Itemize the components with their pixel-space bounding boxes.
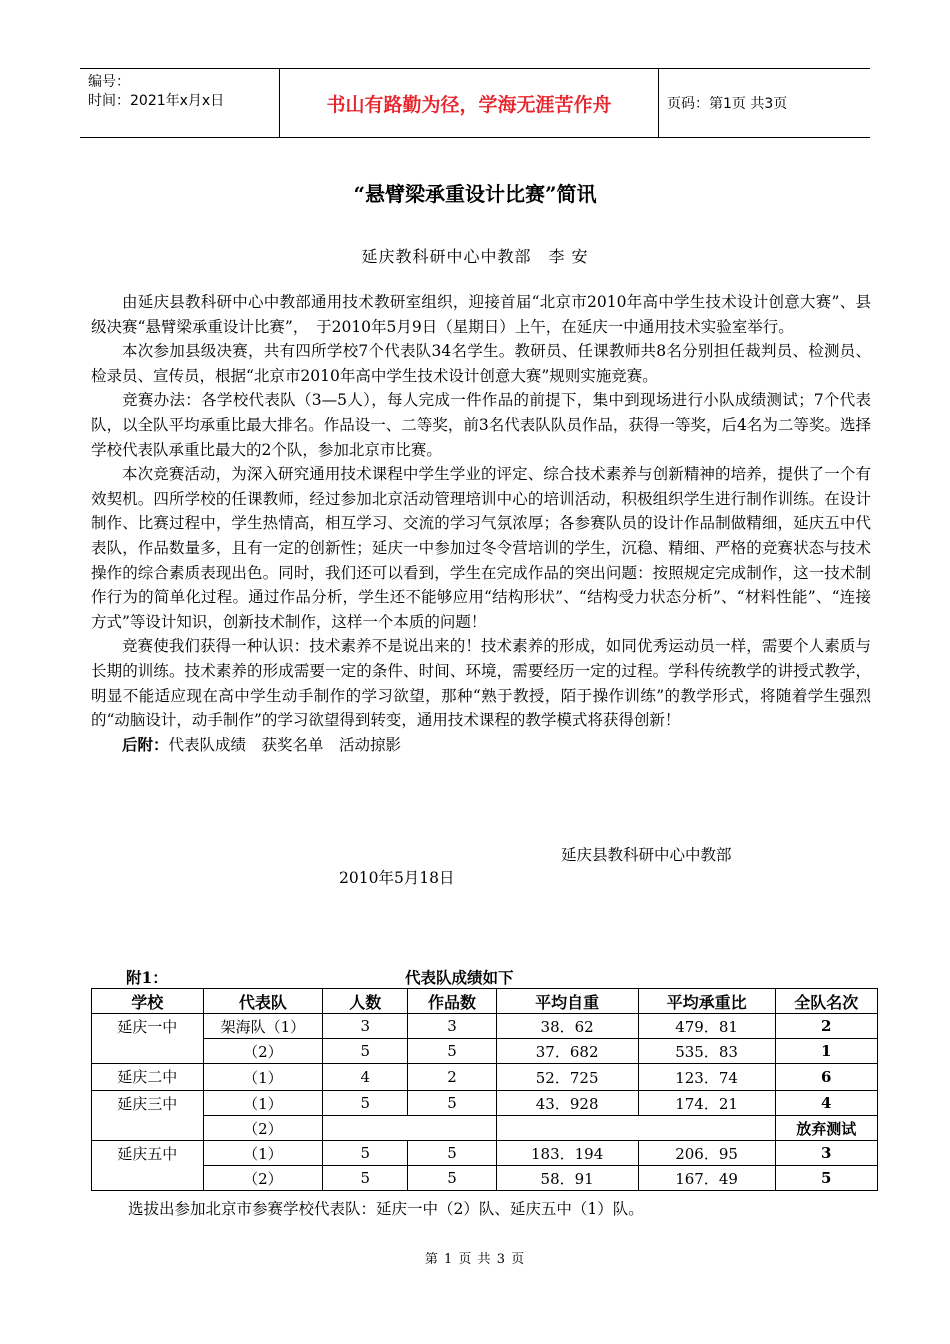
- team-cell: （2）: [203, 1116, 323, 1141]
- rank-cell: 4: [775, 1091, 877, 1116]
- document-author: 延庆教科研中心中教部 李 安: [361, 247, 589, 266]
- team-cell: （1）: [203, 1064, 323, 1091]
- people-cell: 5: [323, 1166, 408, 1191]
- weight-cell: [496, 1116, 775, 1141]
- weight-cell: 58．91: [496, 1166, 638, 1191]
- header-cell: 学校: [92, 989, 204, 1014]
- paragraph: 本次参加县级决赛，共有四所学校7个代表队34名学生。教研员、任课教师共8名分别担任裁判员、检测员、检录员、宣传员，根据“北京市2010年高中学生技术设计创意大赛”规则实施竞赛。: [91, 342, 871, 385]
- school-cell: 延庆五中: [92, 1141, 204, 1191]
- team-cell: （1）: [203, 1091, 323, 1116]
- school-cell: 延庆二中: [92, 1064, 204, 1091]
- team-cell: 架海队（1）: [203, 1014, 323, 1039]
- ratio-cell: 174．21: [638, 1091, 775, 1116]
- header-bar: [80, 68, 870, 138]
- selection-note: 选拔出参加北京市参赛学校代表队：延庆一中（2）队、延庆五中（1）队。: [128, 1200, 644, 1218]
- people-cell: 5: [323, 1141, 408, 1166]
- works-cell: 5: [408, 1166, 496, 1191]
- time-label: 时间：2021年x月x日: [88, 93, 225, 109]
- people-cell: [323, 1116, 496, 1141]
- rank-cell: 6: [775, 1064, 877, 1091]
- works-cell: 2: [408, 1064, 496, 1091]
- rank-cell: 1: [775, 1039, 877, 1064]
- signature-org: 延庆县教科研中心中教部: [561, 846, 732, 864]
- paragraph: 竞赛办法：各学校代表队（3—5人），每人完成一件作品的前提下，集中到现场进行小队成绩测试；7个代表队，以全队平均承重比最大排名。作品设一、二等奖，前3名代表队队员作品，获得一等奖，后4名为二等奖。选择学校代表队承重比最大的2个队，参加北京市比赛。: [91, 391, 871, 459]
- table-row: [92, 1014, 878, 1039]
- weight-cell: 52．725: [496, 1064, 638, 1091]
- rank-cell: 放弃测试: [775, 1116, 877, 1141]
- table-row: [92, 1091, 878, 1116]
- ratio-cell: 206．95: [638, 1141, 775, 1166]
- people-cell: 5: [323, 1039, 408, 1064]
- signature-date: 2010年5月18日: [339, 869, 455, 887]
- rank-cell: 2: [775, 1014, 877, 1039]
- ratio-cell: 167．49: [638, 1166, 775, 1191]
- rank-cell: 5: [775, 1166, 877, 1191]
- people-cell: 3: [323, 1014, 408, 1039]
- team-cell: （1）: [203, 1141, 323, 1166]
- team-cell: （2）: [203, 1166, 323, 1191]
- rank-cell: 3: [775, 1141, 877, 1166]
- table-header-row: [92, 989, 878, 1014]
- header-page-info: 页码：第1页 共3页: [667, 96, 788, 112]
- paragraph: 由延庆县教科研中心中教部通用技术教研室组织，迎接首届“北京市2010年高中学生技术设计创意大赛”、县级决赛“悬臂梁承重设计比赛”， 于2010年5月9日（星期日）上午，在延庆一中通用技术实验室举行。: [91, 293, 871, 336]
- works-cell: 5: [408, 1039, 496, 1064]
- weight-cell: 37．682: [496, 1039, 638, 1064]
- weight-cell: 38．62: [496, 1014, 638, 1039]
- scores-table: [91, 988, 878, 1191]
- ratio-cell: 535．83: [638, 1039, 775, 1064]
- header-meta: [80, 69, 280, 137]
- school-cell: 延庆一中: [92, 1014, 204, 1064]
- document-body: [91, 290, 871, 757]
- header-motto: 书山有路勤为径，学海无涯苦作舟: [280, 69, 659, 137]
- table-row: [92, 1116, 878, 1141]
- header-cell: 平均自重: [496, 989, 638, 1014]
- number-label: 编号：: [88, 74, 130, 90]
- header-cell: 平均承重比: [638, 989, 775, 1014]
- works-cell: 3: [408, 1014, 496, 1039]
- people-cell: 5: [323, 1091, 408, 1116]
- weight-cell: 183．194: [496, 1141, 638, 1166]
- paragraph: 竞赛使我们获得一种认识：技术素养不是说出来的！技术素养的形成，如同优秀运动员一样，需要个人素质与长期的训练。技术素养的形成需要一定的条件、时间、环境，需要经历一定的过程。学科传统教学的讲授式教学，明显不能适应现在高中学生动手制作的学习欲望，那种“熟于教授，陌于操作训练”的教学形式，将随着学生强烈的“动脑设计，动手制作”的学习欲望得到转变，通用技术课程的教学模式将获得创新！: [91, 637, 871, 730]
- header-cell: 人数: [323, 989, 408, 1014]
- people-cell: 4: [323, 1064, 408, 1091]
- paragraph: 本次竞赛活动，为深入研究通用技术课程中学生学业的评定、综合技术素养与创新精神的培养，提供了一个有效契机。四所学校的任课教师，经过参加北京活动管理培训中心的培训活动，积极组织学生进行制作训练。在设计制作、比赛过程中，学生热情高，相互学习、交流的学习气氛浓厚；各参赛队员的设计作品制做精细，延庆五中代表队，作品数量多，且有一定的创新性；延庆一中参加过冬令营培训的学生，沉稳、精细、严格的竞赛状态与技术操作的综合素质表现出色。同时，我们还可以看到，学生在完成作品的突出问题：按照规定完成制作，这一技术制作行为的简单化过程。通过作品分析，学生还不能够应用“结构形状”、“结构受力状态分析”、“材料性能”、“连接方式”等设计知识，创新技术制作，这样一个本质的问题！: [91, 465, 871, 631]
- works-cell: 5: [408, 1091, 496, 1116]
- header-cell: 作品数: [408, 989, 496, 1014]
- weight-cell: 43．928: [496, 1091, 638, 1116]
- ratio-cell: 123．74: [638, 1064, 775, 1091]
- header-cell: 全队名次: [775, 989, 877, 1014]
- header-cell: 代表队: [203, 989, 323, 1014]
- works-cell: 5: [408, 1141, 496, 1166]
- team-cell: （2）: [203, 1039, 323, 1064]
- school-cell: 延庆三中: [92, 1091, 204, 1141]
- table-row: [92, 1166, 878, 1191]
- table-caption: 代表队成绩如下: [405, 968, 514, 987]
- ratio-cell: 479．81: [638, 1014, 775, 1039]
- attachments-items: 代表队成绩 获奖名单 活动掠影: [168, 735, 402, 754]
- table-row: [92, 1141, 878, 1166]
- attachments-line: [91, 733, 871, 758]
- table-label: 附1：: [126, 968, 168, 987]
- document-title: “悬臂梁承重设计比赛”简讯: [353, 182, 597, 206]
- attachments-label: 后附：: [122, 734, 169, 754]
- table-row: [92, 1039, 878, 1064]
- page-footer: 第 1 页 共 3 页: [424, 1252, 526, 1267]
- table-row: [92, 1064, 878, 1091]
